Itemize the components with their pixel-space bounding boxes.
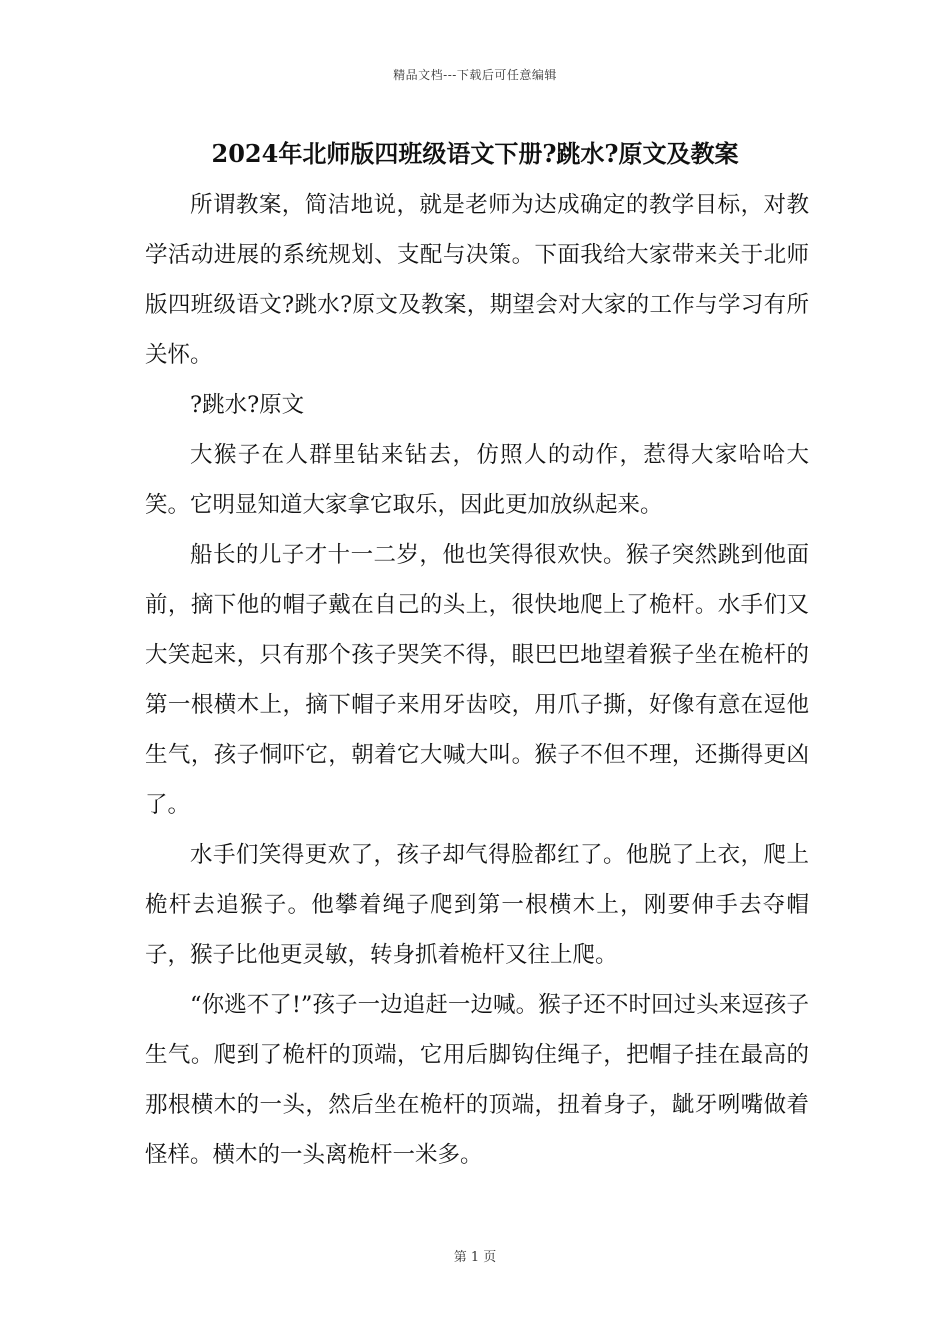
intro-paragraph: 所谓教案，简洁地说，就是老师为达成确定的教学目标，对教学活动进展的系统规划、支配与决策。下面我给大家带来关于北师版四班级语文?跳水?原文及教案，期望会对大家的工作与学习有所关怀。 (145, 192, 809, 368)
section-heading: ?跳水?原文 (190, 392, 305, 418)
body-paragraph: 船长的儿子才十一二岁，他也笑得很欢快。猴子突然跳到他面前，摘下他的帽子戴在自己的头上，很快地爬上了桅杆。水手们又大笑起来，只有那个孩子哭笑不得，眼巴巴地望着猴子坐在桅杆的第一根横木上，摘下帽子来用牙齿咬，用爪子撕，好像有意在逗他生气，孩子恫吓它，朝着它大喊大叫。猴子不但不理，还撕得更凶了。 (145, 542, 809, 818)
page-header: 精品文档---下载后可任意编辑 (393, 68, 557, 82)
body-paragraph: 大猴子在人群里钻来钻去，仿照人的动作，惹得大家哈哈大笑。它明显知道大家拿它取乐，因此更加放纵起来。 (145, 442, 809, 518)
document-body (145, 180, 809, 1180)
document-title: 2024年北师版四班级语文下册?跳水?原文及教案 (211, 139, 739, 168)
page-number: 第 1 页 (453, 1250, 497, 1265)
body-paragraph: 水手们笑得更欢了，孩子却气得脸都红了。他脱了上衣，爬上桅杆去追猴子。他攀着绳子爬到第一根横木上，刚要伸手去夺帽子，猴子比他更灵敏，转身抓着桅杆又往上爬。 (145, 842, 809, 968)
body-paragraph: “你逃不了!”孩子一边追赶一边喊。猴子还不时回过头来逗孩子生气。爬到了桅杆的顶端，它用后脚钩住绳子，把帽子挂在最高的那根横木的一头，然后坐在桅杆的顶端，扭着身子，龇牙咧嘴做着怪样。横木的一头离桅杆一米多。 (145, 992, 809, 1168)
